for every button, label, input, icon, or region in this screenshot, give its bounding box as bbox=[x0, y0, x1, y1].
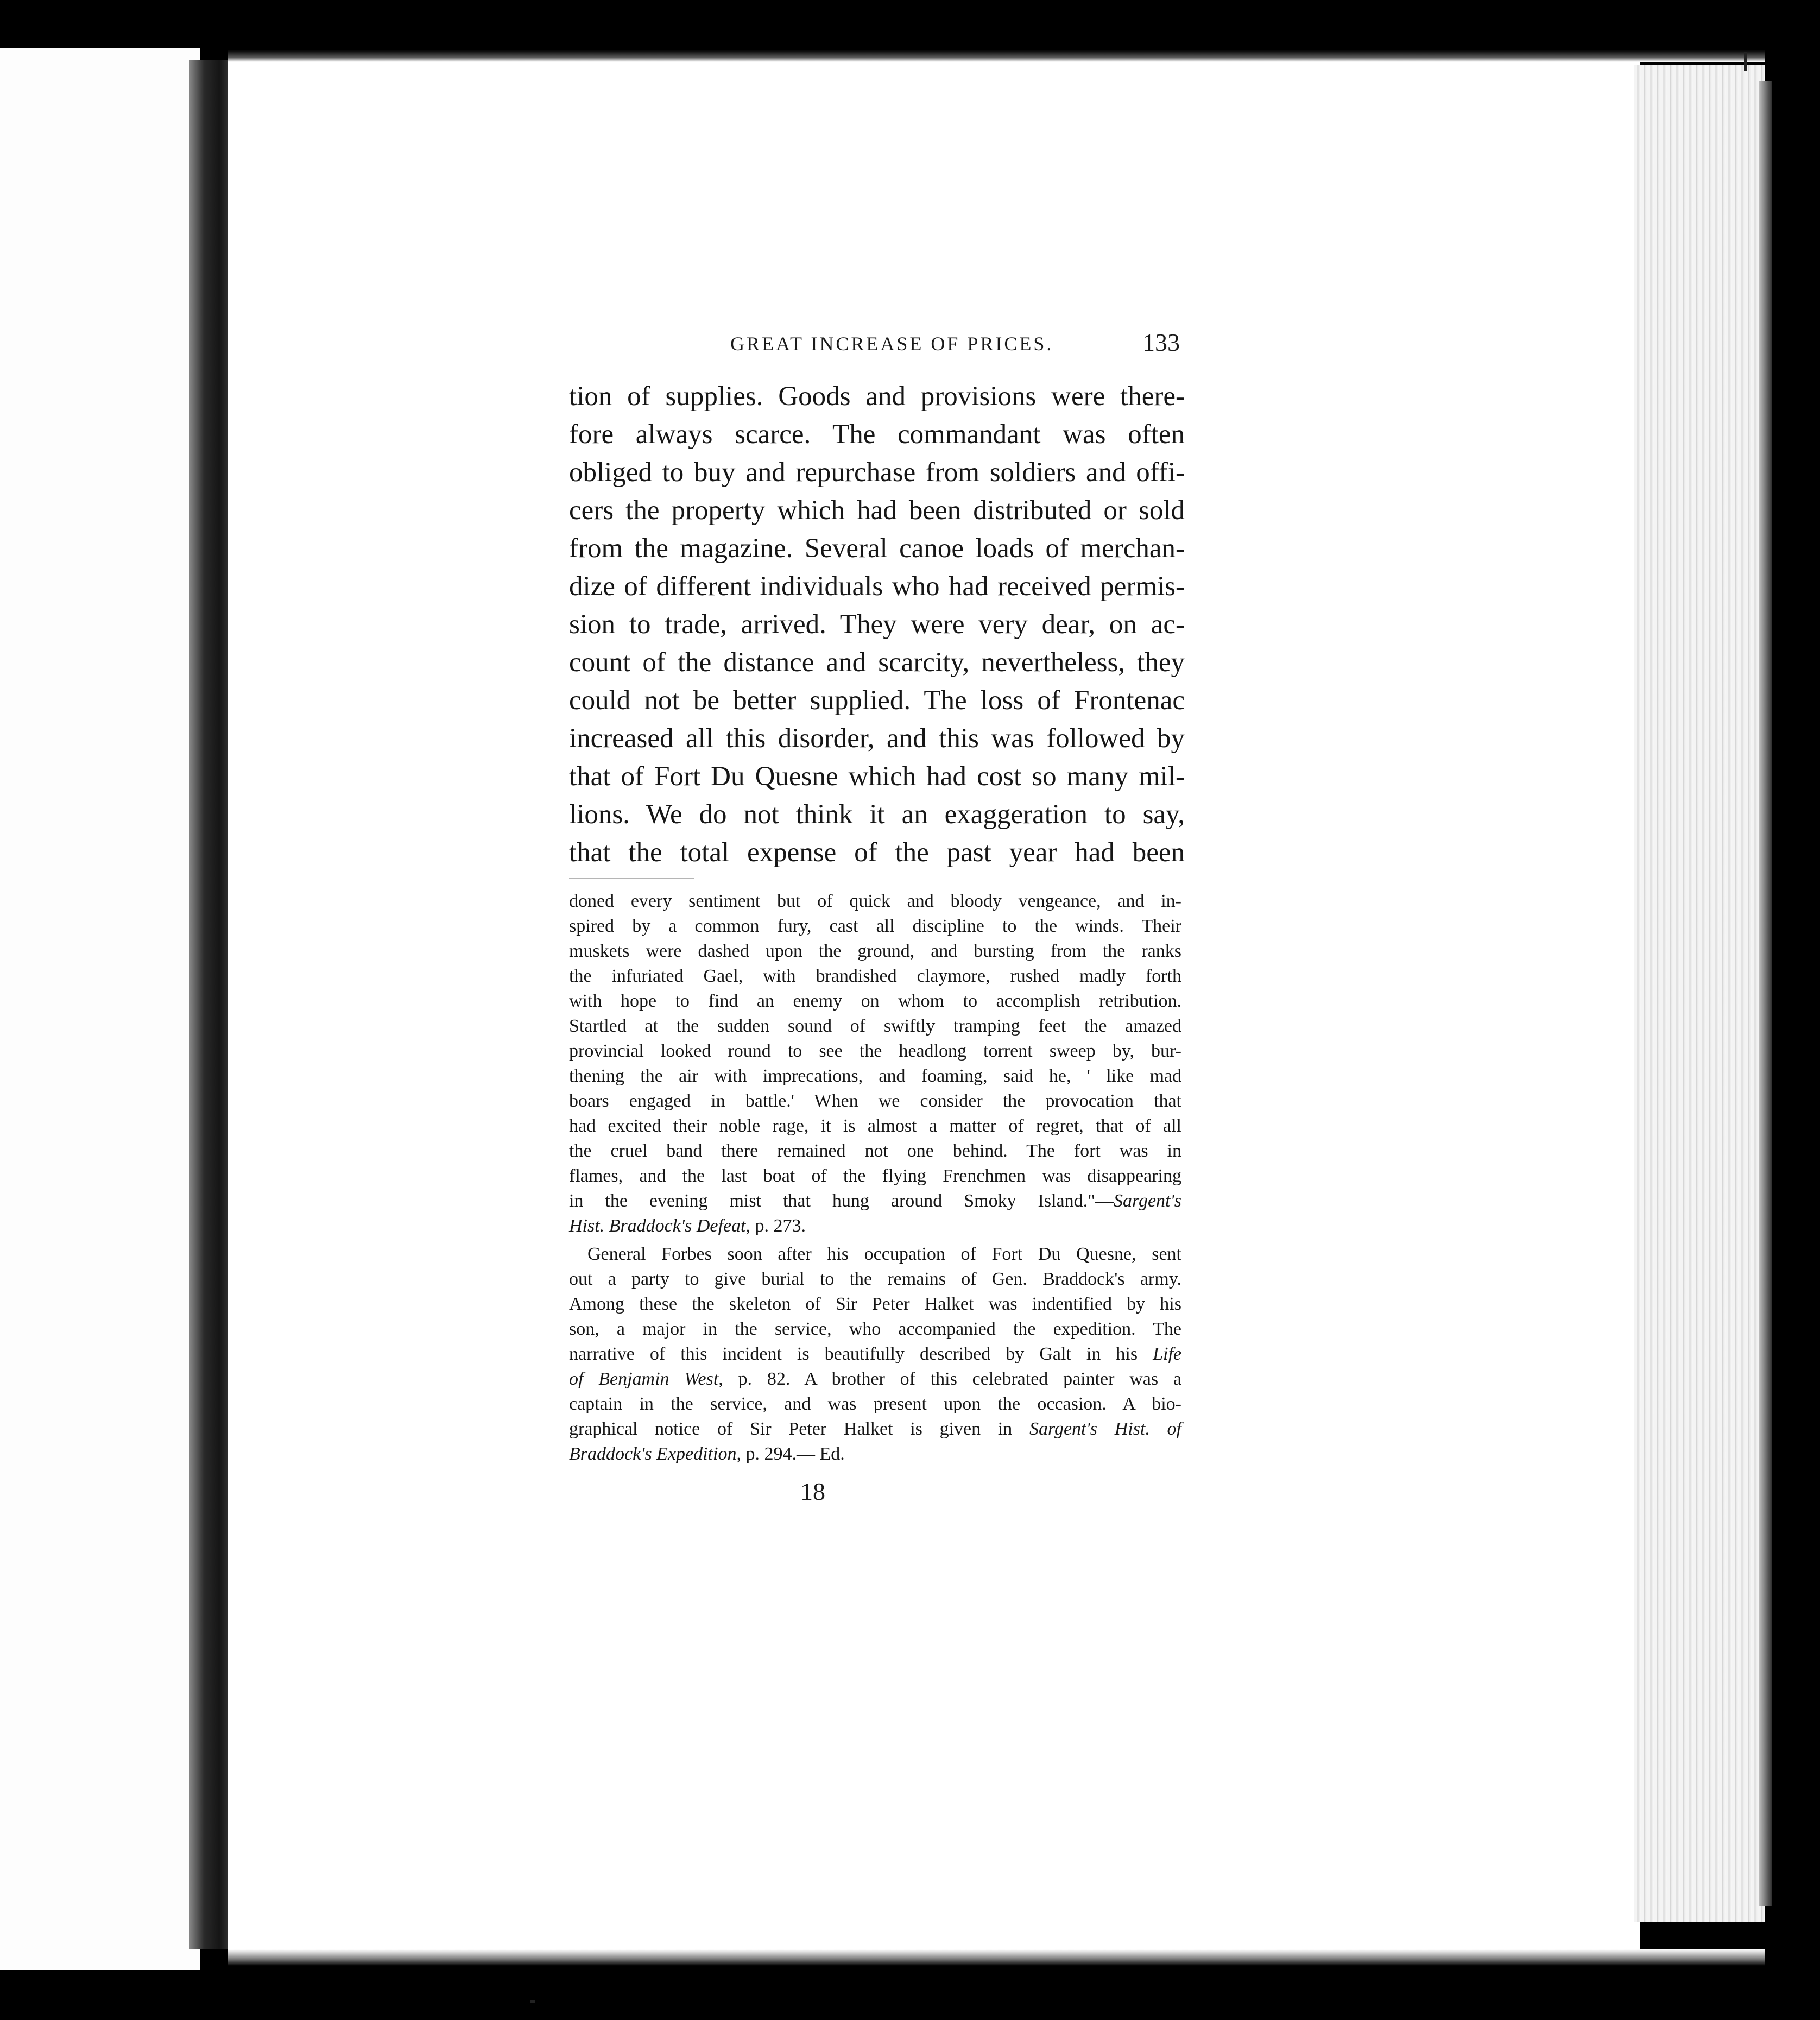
footnote-rule bbox=[569, 878, 694, 879]
body-line: cers the property which had been distributed or sold bbox=[569, 495, 1185, 526]
footnote-line: Startled at the sudden sound of swiftly tramping feet the amazed bbox=[569, 1016, 1181, 1036]
footnote-line: General Forbes soon after his occupation of Fort Du Quesne, sent bbox=[587, 1244, 1181, 1264]
footnote-line: with hope to find an enemy on whom to accomplish retribution. bbox=[569, 991, 1181, 1011]
book-title: Braddock's Expedition bbox=[569, 1444, 737, 1464]
footnote-line-with-citation bbox=[569, 1190, 1181, 1212]
scan-speck bbox=[530, 2000, 535, 2003]
body-line: increased all this disorder, and this was followed by bbox=[569, 723, 1185, 754]
footnote-text: graphical notice of Sir Peter Halket is given in bbox=[569, 1419, 1013, 1439]
body-line: dize of different individuals who had received permis- bbox=[569, 571, 1185, 602]
top-scan-shadow bbox=[228, 50, 1765, 62]
body-line: tion of supplies. Goods and provisions were there- bbox=[569, 381, 1185, 412]
footnote-line-with-title bbox=[569, 1368, 1181, 1390]
footnote-line-with-title bbox=[569, 1443, 1181, 1465]
footnote-line-with-title bbox=[569, 1343, 1181, 1365]
footnote-line: provincial looked round to see the headlong torrent sweep by, bur- bbox=[569, 1041, 1181, 1061]
bottom-scan-shadow bbox=[228, 1949, 1765, 1966]
footnote-line: had excited their noble rage, it is almost a matter of regret, that of all bbox=[569, 1116, 1181, 1136]
footnote-line: boars engaged in battle.' When we consider the provocation that bbox=[569, 1091, 1181, 1111]
body-line: sion to trade, arrived. They were very dear, on ac- bbox=[569, 609, 1185, 640]
book-gutter bbox=[189, 60, 232, 1949]
footnote-text: , p. 294.— Ed. bbox=[736, 1444, 845, 1464]
body-line: that the total expense of the past year had been bbox=[569, 837, 1185, 868]
footnote-text: narrative of this incident is beautifully described by Galt in his bbox=[569, 1344, 1138, 1364]
book-title: Sargent's Hist. of bbox=[1029, 1419, 1182, 1439]
citation-title: Hist. Braddock's Defeat bbox=[569, 1216, 746, 1236]
signature-mark: 18 bbox=[800, 1478, 825, 1505]
footnote-line-with-title bbox=[569, 1418, 1181, 1440]
page-number: 133 bbox=[1142, 329, 1180, 356]
body-line: count of the distance and scarcity, nevertheless, they bbox=[569, 647, 1185, 678]
body-line: from the magazine. Several canoe loads of merchan- bbox=[569, 533, 1185, 564]
citation-author: Sargent's bbox=[1113, 1191, 1181, 1211]
footnote-text: in the evening mist that hung around Smoky Island."— bbox=[569, 1191, 1114, 1211]
body-line: fore always scarce. The commandant was often bbox=[569, 419, 1185, 450]
body-line: lions. We do not think it an exaggeration to say, bbox=[569, 799, 1185, 830]
scan-speck bbox=[1744, 52, 1747, 71]
footnote-line: spired by a common fury, cast all discipline to the winds. Their bbox=[569, 916, 1181, 936]
footnote-line: son, a major in the service, who accompanied the expedition. The bbox=[569, 1319, 1181, 1339]
previous-page-edge bbox=[0, 48, 200, 1970]
footnote-line: thening the air with imprecations, and foaming, said he, ' like mad bbox=[569, 1066, 1181, 1086]
page-stack-edge bbox=[1634, 65, 1765, 1922]
footnote-citation-line bbox=[569, 1215, 1181, 1237]
body-line: obliged to buy and repurchase from soldiers and offi- bbox=[569, 457, 1185, 488]
citation-page: , p. 273. bbox=[745, 1216, 806, 1236]
footnote-line: muskets were dashed upon the ground, and bursting from the ranks bbox=[569, 941, 1181, 961]
body-line: that of Fort Du Quesne which had cost so many mil- bbox=[569, 761, 1185, 792]
footnote-line: the infuriated Gael, with brandished claymore, rushed madly forth bbox=[569, 966, 1181, 986]
book-title: Life bbox=[1153, 1344, 1181, 1364]
book-title: of Benjamin West bbox=[569, 1369, 719, 1389]
footnote-line: out a party to give burial to the remains of Gen. Braddock's army. bbox=[569, 1269, 1181, 1289]
footnote-line: doned every sentiment but of quick and bloody vengeance, and in- bbox=[569, 891, 1181, 911]
book-fore-edge-shadow bbox=[1759, 81, 1772, 1906]
footnote-text: , p. 82. A brother of this celebrated painter was a bbox=[718, 1369, 1181, 1389]
body-line: could not be better supplied. The loss of Frontenac bbox=[569, 685, 1185, 716]
footnote-line: flames, and the last boat of the flying Frenchmen was disappearing bbox=[569, 1166, 1181, 1186]
footnote-line: Among these the skeleton of Sir Peter Halket was indentified by his bbox=[569, 1294, 1181, 1314]
footnote-line: the cruel band there remained not one behind. The fort was in bbox=[569, 1141, 1181, 1161]
footnote-line: captain in the service, and was present upon the occasion. A bio- bbox=[569, 1394, 1181, 1414]
running-head: GREAT INCREASE OF PRICES. bbox=[730, 333, 1054, 355]
